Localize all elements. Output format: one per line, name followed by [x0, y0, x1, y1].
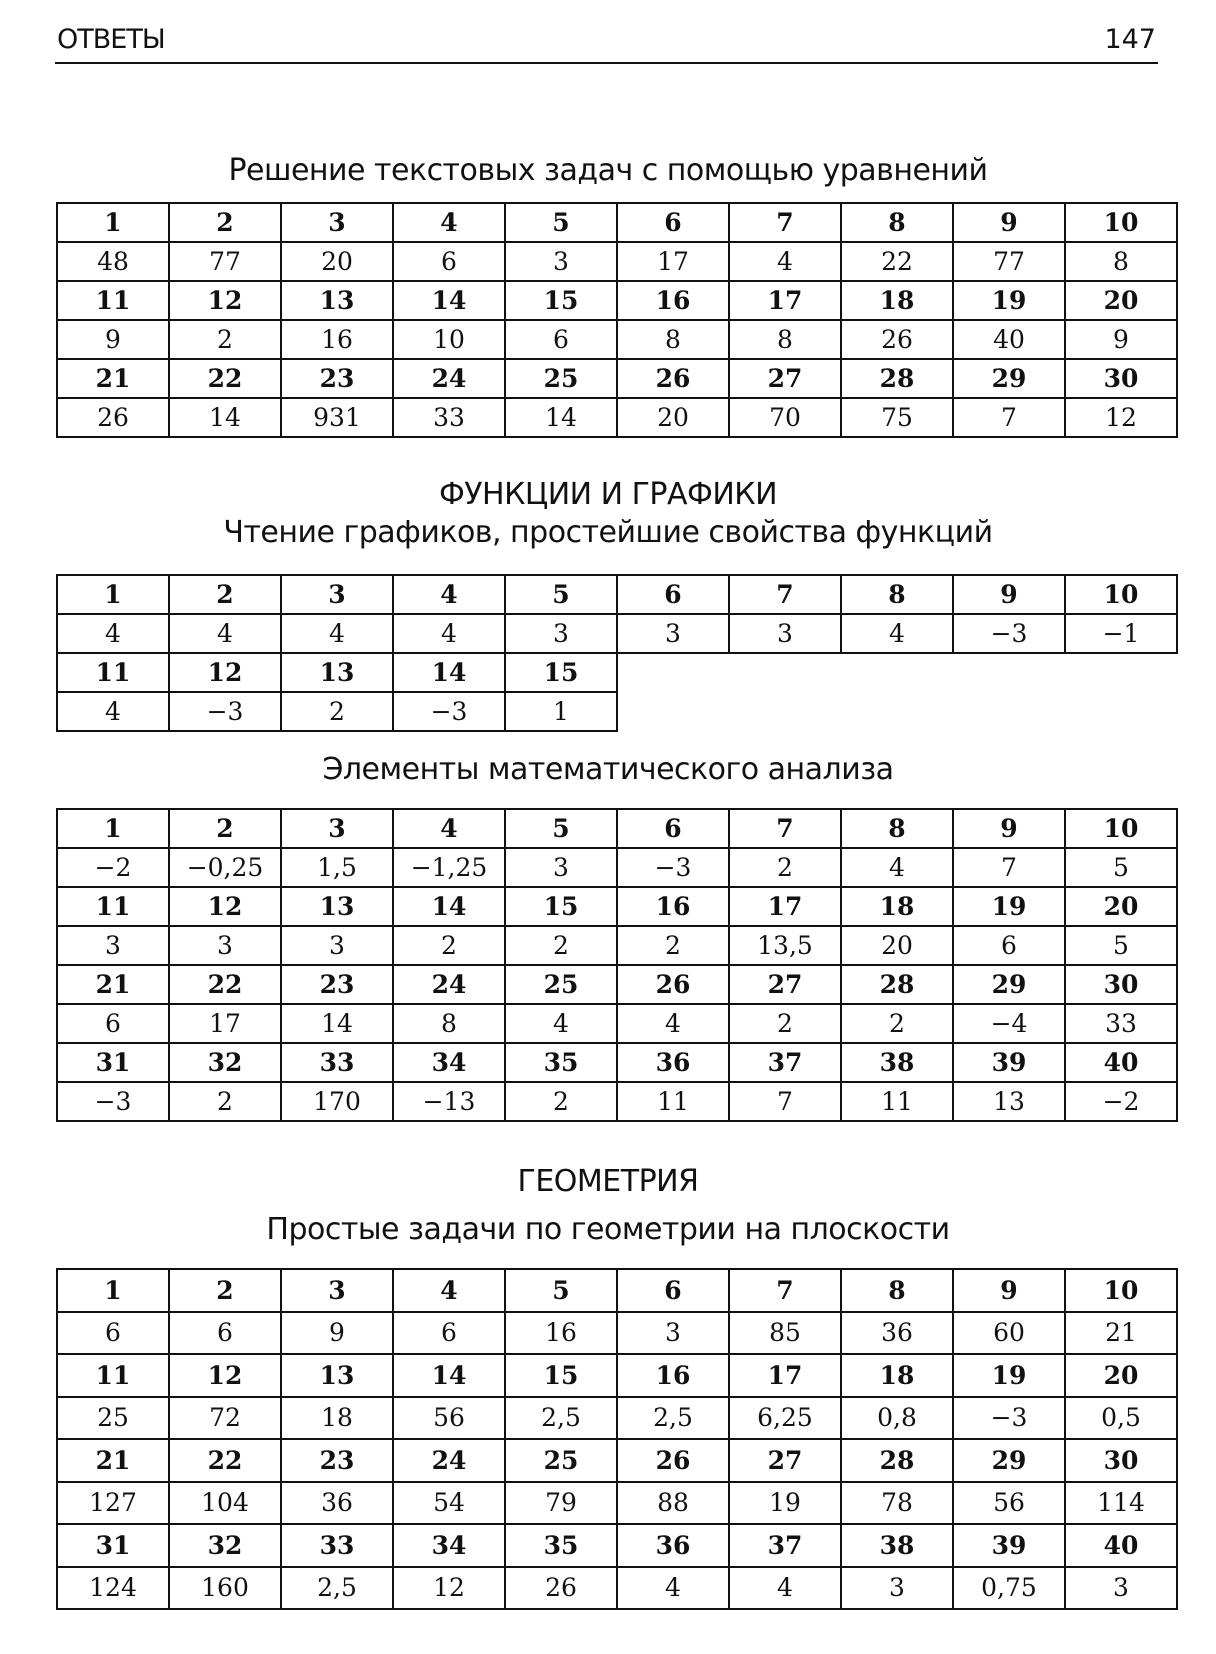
task-number-row	[57, 1043, 1177, 1082]
answer-cell: 931	[281, 398, 393, 437]
answer-cell: 6	[393, 1312, 505, 1355]
task-number-cell: 8	[841, 809, 953, 848]
task-number-cell: 22	[169, 965, 281, 1004]
answer-row	[57, 320, 1177, 359]
task-number-cell: 11	[57, 653, 169, 692]
task-number-cell: 13	[281, 887, 393, 926]
empty-cell	[953, 692, 1065, 731]
answer-cell: 19	[729, 1482, 841, 1525]
answer-cell: 25	[57, 1397, 169, 1440]
answer-cell: 36	[841, 1312, 953, 1355]
answer-cell: 127	[57, 1482, 169, 1525]
task-number-cell: 20	[1065, 1354, 1177, 1397]
task-number-cell: 12	[169, 1354, 281, 1397]
answer-cell: 56	[393, 1397, 505, 1440]
task-number-cell: 21	[57, 965, 169, 1004]
section4-heading: ГЕОМЕТРИЯ	[517, 1164, 699, 1199]
answer-cell: 2	[281, 692, 393, 731]
task-number-cell: 27	[729, 359, 841, 398]
task-number-cell: 16	[617, 887, 729, 926]
answer-cell: 2	[729, 1004, 841, 1043]
answer-cell: 9	[281, 1312, 393, 1355]
answer-cell: 72	[169, 1397, 281, 1440]
task-number-row	[57, 809, 1177, 848]
answer-cell: 7	[953, 398, 1065, 437]
answer-cell: 4	[281, 614, 393, 653]
task-number-cell: 26	[617, 965, 729, 1004]
answer-cell: −3	[617, 848, 729, 887]
task-number-row	[57, 1524, 1177, 1567]
answer-cell: −0,25	[169, 848, 281, 887]
answer-cell: 4	[57, 692, 169, 731]
answer-row	[57, 242, 1177, 281]
page-header	[55, 18, 1158, 64]
task-number-cell: 20	[1065, 281, 1177, 320]
answer-row	[57, 692, 1177, 731]
task-number-cell: 6	[617, 203, 729, 242]
answer-cell: 13	[953, 1082, 1065, 1121]
answer-row	[57, 926, 1177, 965]
task-number-cell: 32	[169, 1043, 281, 1082]
empty-cell	[729, 653, 841, 692]
task-number-cell: 32	[169, 1524, 281, 1567]
answer-cell: 16	[505, 1312, 617, 1355]
task-number-cell: 26	[617, 359, 729, 398]
task-number-cell: 5	[505, 809, 617, 848]
task-number-cell: 30	[1065, 965, 1177, 1004]
task-number-cell: 5	[505, 203, 617, 242]
answer-row	[57, 1397, 1177, 1440]
answer-cell: 33	[1065, 1004, 1177, 1043]
task-number-cell: 7	[729, 1269, 841, 1312]
task-number-row	[57, 575, 1177, 614]
answer-cell: 12	[1065, 398, 1177, 437]
answer-cell: 6	[57, 1004, 169, 1043]
answer-cell: 3	[617, 614, 729, 653]
answer-cell: 14	[169, 398, 281, 437]
task-number-cell: 4	[393, 809, 505, 848]
answer-cell: −3	[953, 1397, 1065, 1440]
answer-cell: 4	[57, 614, 169, 653]
task-number-cell: 18	[841, 1354, 953, 1397]
task-number-cell: 11	[57, 281, 169, 320]
answer-cell: 21	[1065, 1312, 1177, 1355]
answer-cell: 60	[953, 1312, 1065, 1355]
task-number-cell: 40	[1065, 1043, 1177, 1082]
task-number-cell: 39	[953, 1524, 1065, 1567]
task-number-cell: 31	[57, 1043, 169, 1082]
task-number-cell: 12	[169, 653, 281, 692]
answer-cell: 4	[393, 614, 505, 653]
section4-title: Простые задачи по геометрии на плоскости	[266, 1212, 950, 1247]
answer-cell: 2	[841, 1004, 953, 1043]
task-number-cell: 35	[505, 1043, 617, 1082]
task-number-cell: 27	[729, 1439, 841, 1482]
task-number-cell: 39	[953, 1043, 1065, 1082]
answer-cell: −2	[1065, 1082, 1177, 1121]
task-number-cell: 8	[841, 203, 953, 242]
answer-cell: 77	[169, 242, 281, 281]
answer-row	[57, 614, 1177, 653]
task-number-cell: 14	[393, 887, 505, 926]
answer-cell: 20	[841, 926, 953, 965]
answer-cell: 20	[617, 398, 729, 437]
task-number-cell: 3	[281, 1269, 393, 1312]
task-number-cell: 17	[729, 887, 841, 926]
empty-cell	[617, 692, 729, 731]
task-number-cell: 2	[169, 1269, 281, 1312]
answers-table-geometry	[56, 1268, 1178, 1610]
task-number-cell: 12	[169, 887, 281, 926]
task-number-cell: 35	[505, 1524, 617, 1567]
page-number: 147	[1104, 24, 1156, 55]
task-number-cell: 2	[169, 809, 281, 848]
task-number-cell: 16	[617, 1354, 729, 1397]
answer-cell: 2	[617, 926, 729, 965]
answer-cell: −3	[393, 692, 505, 731]
answer-cell: 5	[1065, 926, 1177, 965]
task-number-cell: 25	[505, 359, 617, 398]
answer-row	[57, 1004, 1177, 1043]
empty-cell	[1065, 692, 1177, 731]
answer-cell: 26	[57, 398, 169, 437]
task-number-cell: 19	[953, 1354, 1065, 1397]
task-number-row	[57, 653, 1177, 692]
answer-cell: 6	[57, 1312, 169, 1355]
task-number-cell: 30	[1065, 1439, 1177, 1482]
answer-row	[57, 1312, 1177, 1355]
task-number-cell: 29	[953, 1439, 1065, 1482]
task-number-cell: 18	[841, 887, 953, 926]
task-number-cell: 4	[393, 203, 505, 242]
task-number-cell: 28	[841, 965, 953, 1004]
running-head: ОТВЕТЫ	[57, 24, 165, 55]
task-number-cell: 27	[729, 965, 841, 1004]
answer-cell: −3	[169, 692, 281, 731]
task-number-cell: 28	[841, 359, 953, 398]
answers-table-equations	[56, 202, 1178, 438]
answer-cell: 3	[729, 614, 841, 653]
task-number-cell: 20	[1065, 887, 1177, 926]
task-number-cell: 31	[57, 1524, 169, 1567]
task-number-row	[57, 1439, 1177, 1482]
answer-cell: 3	[1065, 1567, 1177, 1610]
empty-cell	[953, 653, 1065, 692]
task-number-cell: 30	[1065, 359, 1177, 398]
task-number-cell: 17	[729, 1354, 841, 1397]
answer-cell: 8	[729, 320, 841, 359]
answer-cell: 3	[169, 926, 281, 965]
answer-cell: 3	[505, 242, 617, 281]
answer-cell: −1	[1065, 614, 1177, 653]
task-number-cell: 13	[281, 653, 393, 692]
task-number-cell: 19	[953, 281, 1065, 320]
empty-cell	[617, 653, 729, 692]
answer-cell: 26	[505, 1567, 617, 1610]
answer-cell: 18	[281, 1397, 393, 1440]
answer-cell: −4	[953, 1004, 1065, 1043]
task-number-row	[57, 1354, 1177, 1397]
task-number-row	[57, 887, 1177, 926]
answer-cell: 12	[393, 1567, 505, 1610]
answer-cell: 54	[393, 1482, 505, 1525]
task-number-cell: 10	[1065, 203, 1177, 242]
answer-cell: 48	[57, 242, 169, 281]
answer-cell: 4	[617, 1004, 729, 1043]
task-number-cell: 25	[505, 965, 617, 1004]
task-number-cell: 34	[393, 1524, 505, 1567]
task-number-cell: 1	[57, 809, 169, 848]
section3-title: Элементы математического анализа	[322, 752, 894, 787]
task-number-cell: 37	[729, 1524, 841, 1567]
task-number-cell: 2	[169, 575, 281, 614]
answer-cell: 9	[57, 320, 169, 359]
answer-cell: 4	[169, 614, 281, 653]
answer-cell: 3	[57, 926, 169, 965]
task-number-cell: 22	[169, 359, 281, 398]
task-number-cell: 37	[729, 1043, 841, 1082]
task-number-cell: 14	[393, 653, 505, 692]
answer-cell: 56	[953, 1482, 1065, 1525]
task-number-cell: 8	[841, 1269, 953, 1312]
answer-cell: 7	[729, 1082, 841, 1121]
task-number-cell: 3	[281, 575, 393, 614]
answer-cell: 2,5	[281, 1567, 393, 1610]
task-number-cell: 9	[953, 575, 1065, 614]
task-number-cell: 14	[393, 281, 505, 320]
task-number-cell: 4	[393, 1269, 505, 1312]
answer-cell: 2	[169, 320, 281, 359]
task-number-cell: 21	[57, 1439, 169, 1482]
task-number-cell: 3	[281, 203, 393, 242]
task-number-cell: 5	[505, 575, 617, 614]
task-number-cell: 33	[281, 1524, 393, 1567]
answer-cell: 4	[729, 242, 841, 281]
answer-cell: 2,5	[617, 1397, 729, 1440]
answer-cell: 4	[729, 1567, 841, 1610]
answer-row	[57, 1567, 1177, 1610]
answer-cell: 170	[281, 1082, 393, 1121]
task-number-cell: 9	[953, 1269, 1065, 1312]
answer-cell: 16	[281, 320, 393, 359]
task-number-cell: 18	[841, 281, 953, 320]
empty-cell	[1065, 653, 1177, 692]
empty-cell	[841, 653, 953, 692]
answer-cell: 6	[953, 926, 1065, 965]
answer-cell: −2	[57, 848, 169, 887]
answer-cell: 104	[169, 1482, 281, 1525]
answer-cell: 17	[617, 242, 729, 281]
answer-cell: 4	[617, 1567, 729, 1610]
task-number-cell: 11	[57, 1354, 169, 1397]
task-number-cell: 15	[505, 653, 617, 692]
answer-row	[57, 1482, 1177, 1525]
task-number-cell: 10	[1065, 1269, 1177, 1312]
task-number-cell: 23	[281, 359, 393, 398]
task-number-cell: 36	[617, 1043, 729, 1082]
answer-cell: 9	[1065, 320, 1177, 359]
task-number-cell: 13	[281, 281, 393, 320]
answer-cell: 22	[841, 242, 953, 281]
task-number-row	[57, 203, 1177, 242]
task-number-cell: 7	[729, 203, 841, 242]
answers-table-graphs	[56, 574, 1178, 732]
task-number-cell: 7	[729, 809, 841, 848]
answer-cell: −3	[57, 1082, 169, 1121]
task-number-cell: 15	[505, 1354, 617, 1397]
answer-cell: 8	[617, 320, 729, 359]
answer-cell: 11	[617, 1082, 729, 1121]
answer-cell: 114	[1065, 1482, 1177, 1525]
answer-cell: 3	[617, 1312, 729, 1355]
task-number-cell: 10	[1065, 575, 1177, 614]
answer-cell: 8	[1065, 242, 1177, 281]
answers-table-analysis	[56, 808, 1178, 1122]
answer-cell: 0,8	[841, 1397, 953, 1440]
task-number-cell: 3	[281, 809, 393, 848]
section2-title: Чтение графиков, простейшие свойства функций	[223, 515, 993, 550]
answer-cell: 36	[281, 1482, 393, 1525]
answer-row	[57, 848, 1177, 887]
answer-cell: 17	[169, 1004, 281, 1043]
task-number-cell: 33	[281, 1043, 393, 1082]
answer-cell: 26	[841, 320, 953, 359]
task-number-cell: 19	[953, 887, 1065, 926]
task-number-cell: 6	[617, 1269, 729, 1312]
task-number-cell: 6	[617, 575, 729, 614]
section1-title: Решение текстовых задач с помощью уравнений	[228, 153, 988, 188]
answer-cell: 2	[393, 926, 505, 965]
task-number-cell: 23	[281, 1439, 393, 1482]
task-number-cell: 26	[617, 1439, 729, 1482]
answer-cell: 14	[281, 1004, 393, 1043]
task-number-cell: 12	[169, 281, 281, 320]
answer-cell: −13	[393, 1082, 505, 1121]
task-number-cell: 15	[505, 887, 617, 926]
task-number-cell: 1	[57, 575, 169, 614]
task-number-cell: 23	[281, 965, 393, 1004]
answer-cell: 0,75	[953, 1567, 1065, 1610]
answer-cell: 7	[953, 848, 1065, 887]
answer-cell: −1,25	[393, 848, 505, 887]
task-number-cell: 22	[169, 1439, 281, 1482]
answer-cell: 75	[841, 398, 953, 437]
answer-cell: 124	[57, 1567, 169, 1610]
task-number-cell: 9	[953, 809, 1065, 848]
answer-cell: 70	[729, 398, 841, 437]
answer-cell: 6	[393, 242, 505, 281]
task-number-cell: 29	[953, 965, 1065, 1004]
answer-cell: 2	[505, 926, 617, 965]
answer-cell: 4	[505, 1004, 617, 1043]
task-number-cell: 9	[953, 203, 1065, 242]
task-number-cell: 25	[505, 1439, 617, 1482]
task-number-cell: 36	[617, 1524, 729, 1567]
answer-cell: 1	[505, 692, 617, 731]
answer-row	[57, 1082, 1177, 1121]
answer-cell: 33	[393, 398, 505, 437]
answer-cell: 2	[729, 848, 841, 887]
task-number-cell: 29	[953, 359, 1065, 398]
task-number-cell: 24	[393, 1439, 505, 1482]
answer-cell: 78	[841, 1482, 953, 1525]
task-number-cell: 5	[505, 1269, 617, 1312]
answer-cell: 77	[953, 242, 1065, 281]
answer-cell: 6	[169, 1312, 281, 1355]
task-number-cell: 4	[393, 575, 505, 614]
task-number-row	[57, 965, 1177, 1004]
task-number-cell: 28	[841, 1439, 953, 1482]
answer-cell: 0,5	[1065, 1397, 1177, 1440]
task-number-row	[57, 359, 1177, 398]
task-number-cell: 10	[1065, 809, 1177, 848]
task-number-cell: 16	[617, 281, 729, 320]
answer-cell: 40	[953, 320, 1065, 359]
answer-cell: 3	[841, 1567, 953, 1610]
task-number-cell: 6	[617, 809, 729, 848]
answer-cell: 160	[169, 1567, 281, 1610]
answer-cell: −3	[953, 614, 1065, 653]
section2-heading: ФУНКЦИИ И ГРАФИКИ	[438, 477, 778, 512]
answer-cell: 2	[169, 1082, 281, 1121]
task-number-cell: 1	[57, 1269, 169, 1312]
answer-cell: 6,25	[729, 1397, 841, 1440]
answer-cell: 14	[505, 398, 617, 437]
task-number-row	[57, 281, 1177, 320]
empty-cell	[729, 692, 841, 731]
task-number-cell: 24	[393, 359, 505, 398]
task-number-cell: 7	[729, 575, 841, 614]
answer-cell: 1,5	[281, 848, 393, 887]
task-number-cell: 1	[57, 203, 169, 242]
answer-cell: 20	[281, 242, 393, 281]
answer-cell: 4	[841, 848, 953, 887]
task-number-cell: 2	[169, 203, 281, 242]
answer-cell: 85	[729, 1312, 841, 1355]
answer-cell: 6	[505, 320, 617, 359]
task-number-cell: 15	[505, 281, 617, 320]
answer-cell: 5	[1065, 848, 1177, 887]
answer-cell: 4	[841, 614, 953, 653]
task-number-cell: 21	[57, 359, 169, 398]
task-number-cell: 13	[281, 1354, 393, 1397]
task-number-cell: 24	[393, 965, 505, 1004]
answer-cell: 3	[505, 614, 617, 653]
answer-cell: 79	[505, 1482, 617, 1525]
answer-cell: 3	[281, 926, 393, 965]
task-number-cell: 14	[393, 1354, 505, 1397]
answer-cell: 88	[617, 1482, 729, 1525]
task-number-cell: 38	[841, 1524, 953, 1567]
answer-cell: 13,5	[729, 926, 841, 965]
answer-cell: 2	[505, 1082, 617, 1121]
answer-cell: 11	[841, 1082, 953, 1121]
answer-row	[57, 398, 1177, 437]
empty-cell	[841, 692, 953, 731]
answer-cell: 10	[393, 320, 505, 359]
task-number-cell: 17	[729, 281, 841, 320]
task-number-cell: 40	[1065, 1524, 1177, 1567]
answer-cell: 2,5	[505, 1397, 617, 1440]
answer-cell: 8	[393, 1004, 505, 1043]
task-number-cell: 8	[841, 575, 953, 614]
task-number-cell: 34	[393, 1043, 505, 1082]
task-number-row	[57, 1269, 1177, 1312]
task-number-cell: 11	[57, 887, 169, 926]
answer-cell: 3	[505, 848, 617, 887]
task-number-cell: 38	[841, 1043, 953, 1082]
